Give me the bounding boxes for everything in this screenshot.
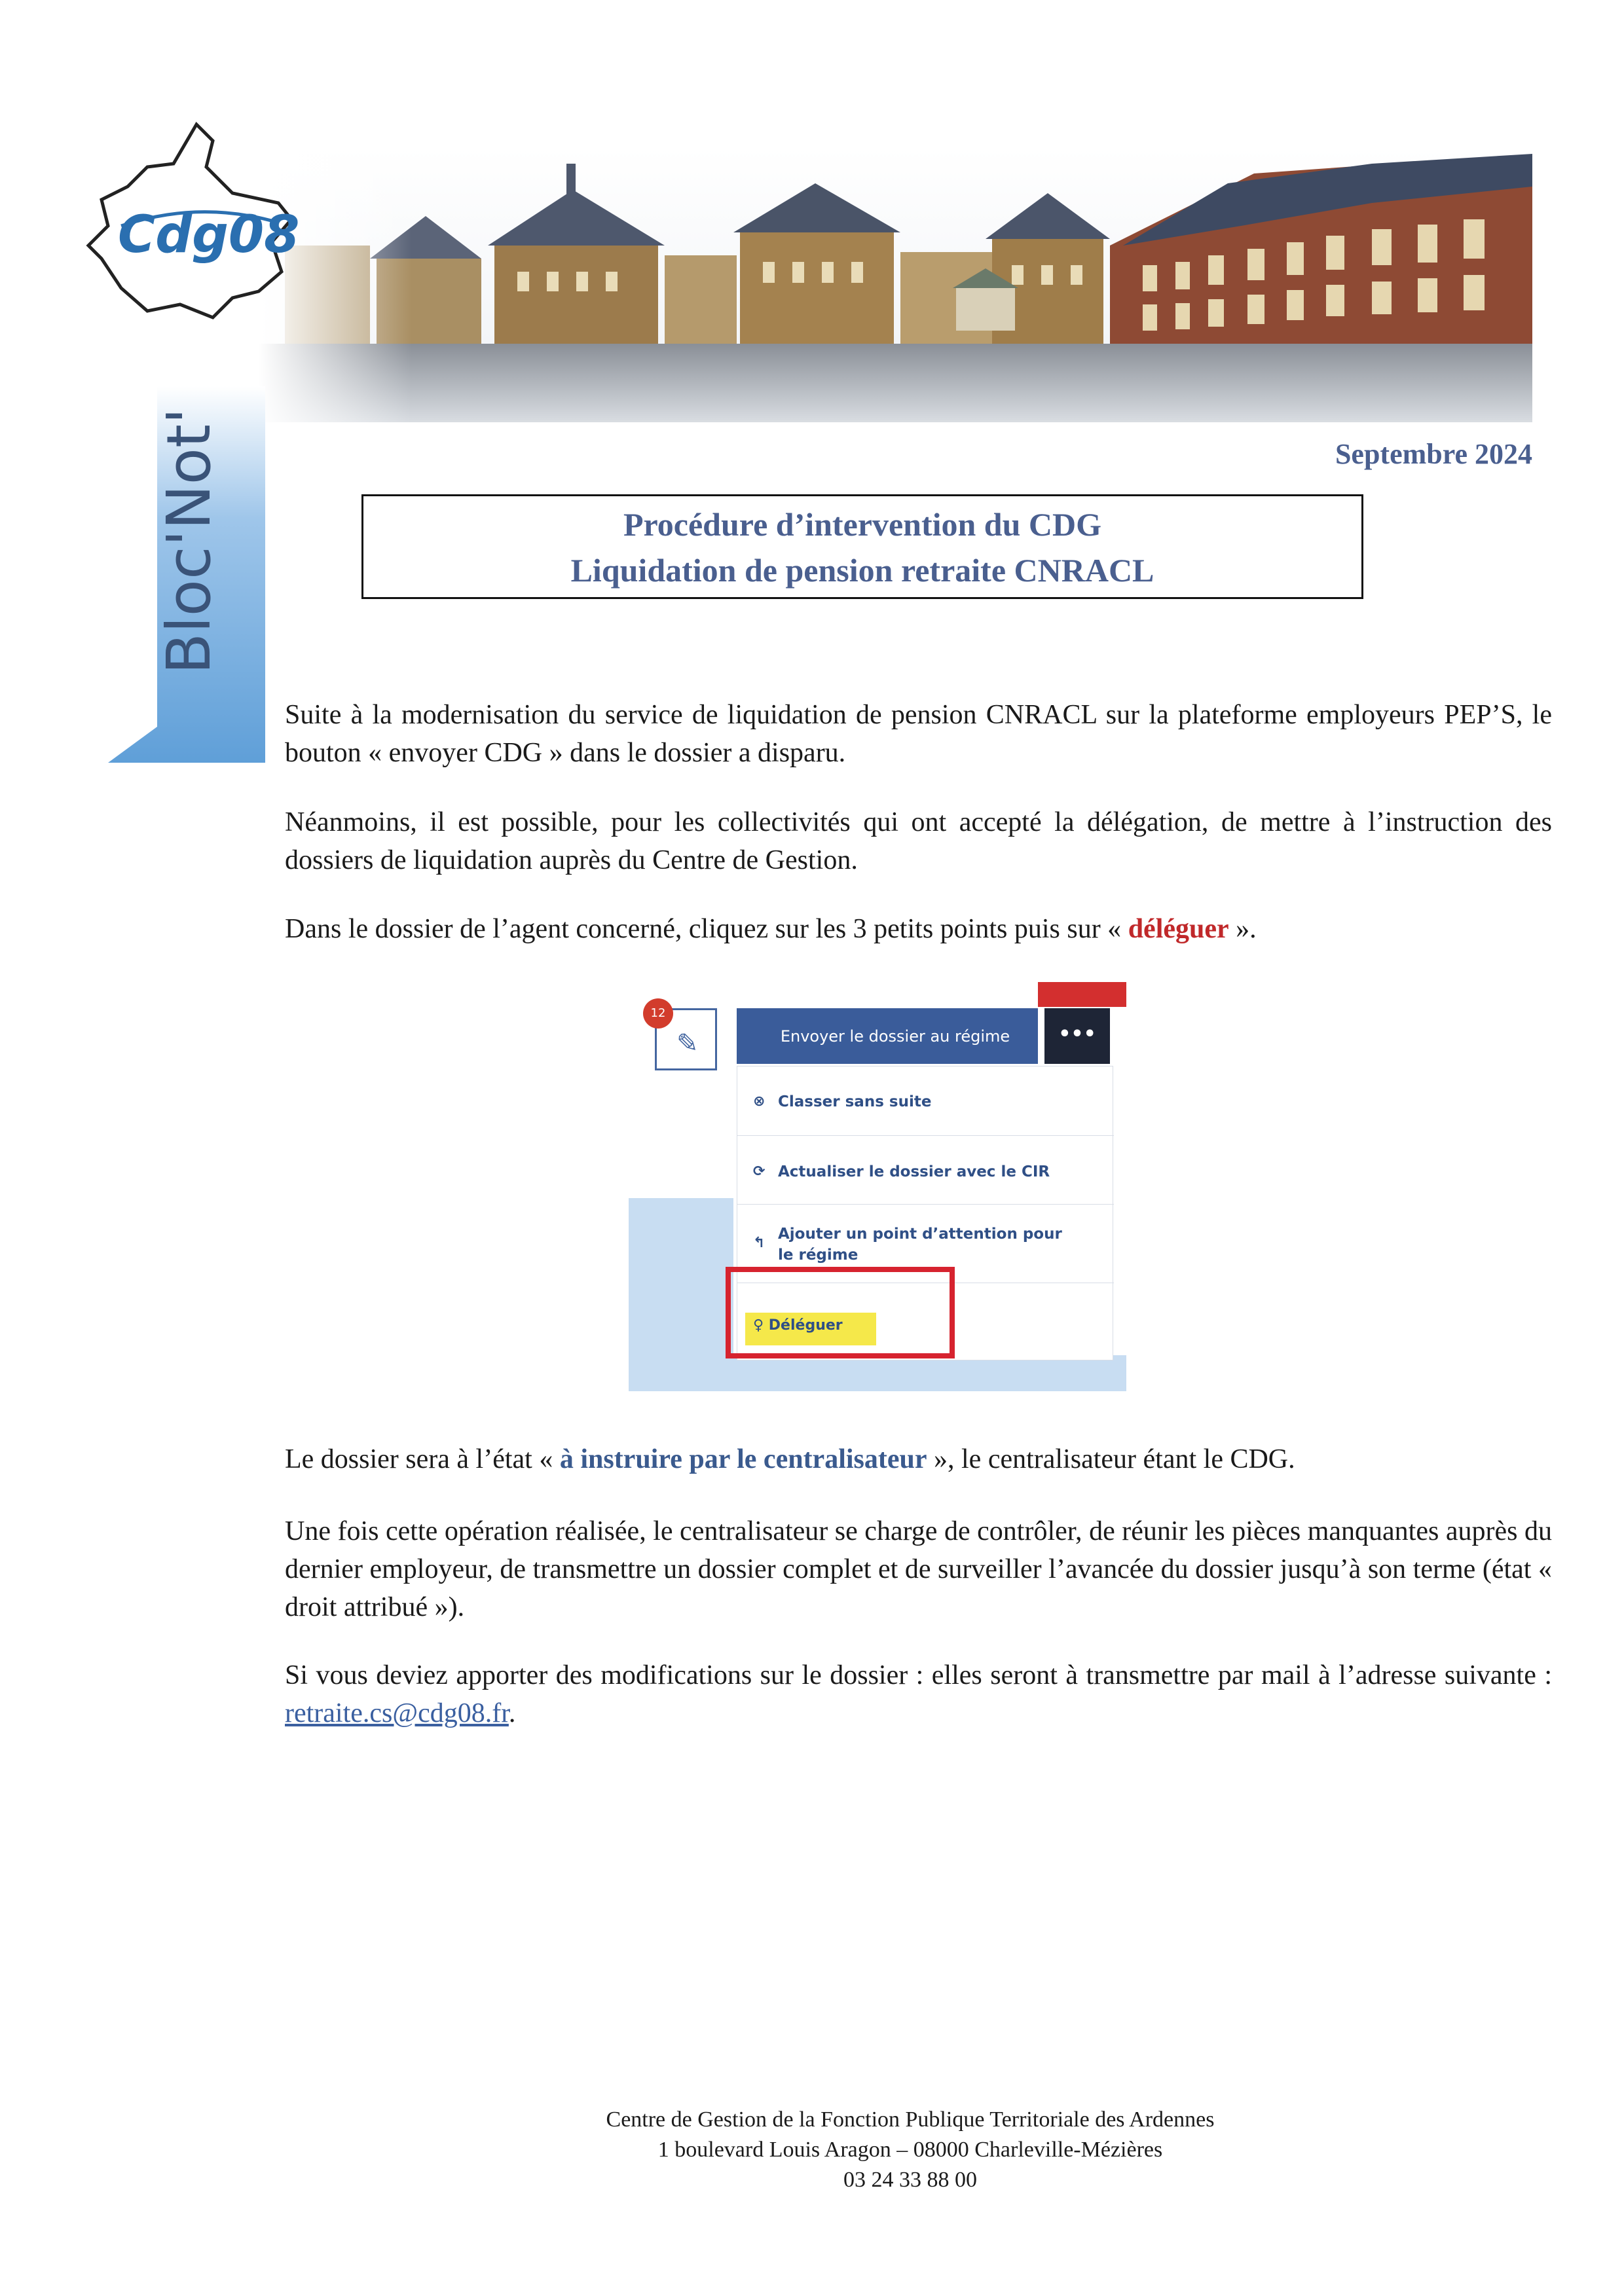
- cdg08-logo: [82, 115, 318, 324]
- paragraph-4-end: », le centralisateur étant le CDG.: [927, 1444, 1295, 1474]
- paragraph-6-text: Si vous deviez apporter des modifications sur le dossier : elles seront à transmettre par mail à l’adresse suivante :: [285, 1660, 1552, 1690]
- footer-street: 1 boulevard Louis Aragon – 08000 Charleville-Mézières: [657, 2138, 1163, 2162]
- paragraph-2: Néanmoins, il est possible, pour les collectivités qui ont accepté la délégation, de mettre à l’instruction des dossiers de liquidation auprès du Centre de Gestion.: [285, 807, 1552, 875]
- red-marker: [1038, 982, 1126, 1007]
- menu-item-label: Classer sans suite: [778, 1093, 932, 1110]
- reply-icon: ↰: [753, 1235, 766, 1251]
- screenshot-side-panel: [629, 1198, 733, 1391]
- footer-organisation: Centre de Gestion de la Fonction Publique Territoriale des Ardennes: [606, 2107, 1215, 2132]
- paragraph-3: [285, 910, 1552, 948]
- paragraph-6-end: .: [508, 1698, 516, 1728]
- menu-item-label: Actualiser le dossier avec le CIR: [778, 1163, 1050, 1180]
- paragraph-6: [285, 1656, 1552, 1732]
- svg-text:Cdg08: Cdg08: [118, 206, 300, 264]
- menu-separator: [737, 1204, 1114, 1205]
- ribbon-label: [111, 399, 262, 694]
- menu-item-label-line-2: le régime: [778, 1247, 858, 1264]
- screenshot-bottom-strip: [733, 1355, 1126, 1391]
- svg-text:Bloc'Not': Bloc'Not': [154, 407, 224, 674]
- footer-phone: 03 24 33 88 00: [843, 2168, 977, 2192]
- send-to-regime-button[interactable]: Envoyer le dossier au régime: [737, 1008, 1038, 1064]
- paragraph-4-text: Le dossier sera à l’état «: [285, 1444, 560, 1474]
- peps-menu-screenshot: [629, 982, 1126, 1391]
- footer-address: [393, 2105, 1428, 2195]
- menu-item-classer-sans-suite[interactable]: [737, 1091, 1114, 1112]
- title-line-2: Liquidation de pension retraite CNRACL: [570, 552, 1154, 589]
- paragraph-3-text: Dans le dossier de l’agent concerné, cliquez sur les 3 petits points puis sur «: [285, 914, 1128, 944]
- menu-item-label: Déléguer: [768, 1317, 843, 1334]
- menu-item-label-line-1: Ajouter un point d’attention pour: [778, 1226, 1062, 1243]
- menu-item-deleguer[interactable]: [753, 1317, 843, 1334]
- paragraph-5: Une fois cette opération réalisée, le centralisateur se charge de contrôler, de réunir les pièces manquantes auprès du dernier employeur, de transmettre un dossier complet et de surveiller l’avancée du dossier jusqu’à son terme (état « droit attribué »).: [285, 1516, 1552, 1622]
- document-title-box: [361, 494, 1363, 599]
- notification-badge: 12: [643, 998, 673, 1029]
- user-icon: ♀: [753, 1317, 764, 1334]
- paragraph-1: Suite à la modernisation du service de liquidation de pension CNRACL sur la plateforme employeurs PEP’S, le bouton « envoyer CDG » dans le dossier a disparu.: [285, 700, 1552, 768]
- attachment-icon: ✎: [676, 1029, 699, 1059]
- close-circle-icon: ⊗: [753, 1093, 766, 1110]
- more-options-button[interactable]: •••: [1044, 1008, 1110, 1064]
- header-banner-photo: [259, 147, 1532, 422]
- paragraph-3-end: ».: [1228, 914, 1257, 944]
- title-line-1: Procédure d’intervention du CDG: [623, 506, 1102, 543]
- email-link[interactable]: retraite.cs@cdg08.fr: [285, 1698, 509, 1728]
- status-highlight: à instruire par le centralisateur: [559, 1444, 927, 1474]
- menu-item-ajouter-point-attention[interactable]: [737, 1224, 1114, 1266]
- menu-item-actualiser[interactable]: [737, 1161, 1114, 1182]
- menu-separator: [737, 1135, 1114, 1136]
- paragraph-4: [285, 1440, 1552, 1478]
- refresh-icon: ⟳: [753, 1163, 766, 1180]
- deleguer-highlight: déléguer: [1128, 914, 1229, 944]
- publication-date: Septembre 2024: [1335, 438, 1532, 470]
